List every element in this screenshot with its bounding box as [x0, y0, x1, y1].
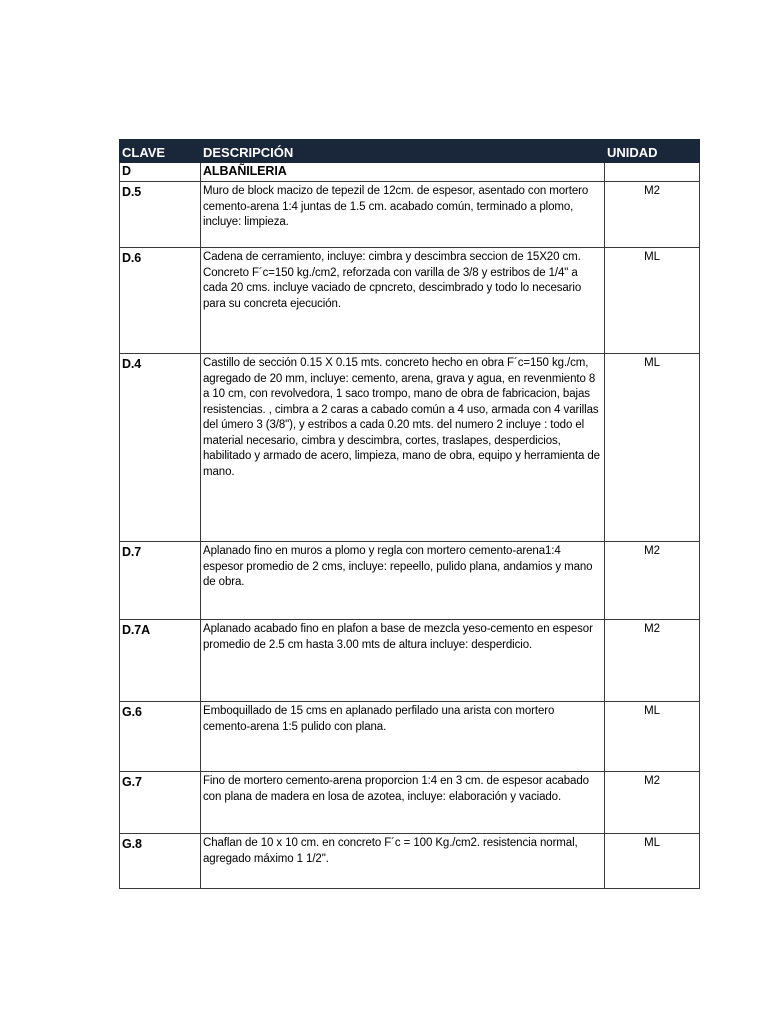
row-unidad: ML	[605, 834, 700, 889]
row-clave: D.5	[120, 182, 201, 248]
row-clave: G.7	[120, 772, 201, 834]
section-clave: D	[120, 163, 201, 182]
row-descripcion: Aplanado acabado fino en plafon a base de mezcla yeso-cemento en espesor promedio de 2.5 cm hasta 3.00 mts de altura incluye: desperdicio.	[201, 620, 605, 702]
row-clave: G.8	[120, 834, 201, 889]
row-descripcion: Aplanado fino en muros a plomo y regla con mortero cemento-arena1:4 espesor promedio de 2 cms, incluye: repeello, pulido plana, andamios y mano de obra.	[201, 542, 605, 620]
row-descripcion: Chaflan de 10 x 10 cm. en concreto F´c = 100 Kg./cm2. resistencia normal, agregado máximo 1 1/2".	[201, 834, 605, 889]
row-descripcion: Muro de block macizo de tepezil de 12cm. de espesor, asentado con mortero cemento-arena 1:4 juntas de 1.5 cm. acabado común, terminado a plomo, incluye: limpieza.	[201, 182, 605, 248]
section-title: ALBAÑILERIA	[201, 163, 605, 182]
row-clave: D.4	[120, 354, 201, 542]
row-unidad: ML	[605, 354, 700, 542]
section-unidad	[605, 163, 700, 182]
price-table	[119, 139, 700, 889]
table-row	[120, 248, 700, 354]
section-row	[120, 163, 700, 182]
table-row	[120, 834, 700, 889]
row-unidad: M2	[605, 542, 700, 620]
row-descripcion: Cadena de cerramiento, incluye: cimbra y descimbra seccion de 15X20 cm. Concreto F´c=150 kg./cm2, reforzada con varilla de 3/8 y estribos de 1/4" a cada 20 cms. incluye vaciado de cpncreto, descimbrado y todo lo necesario para su concreta ejecución.	[201, 248, 605, 354]
row-clave: D.7A	[120, 620, 201, 702]
row-descripcion: Castillo de sección 0.15 X 0.15 mts. concreto hecho en obra F´c=150 kg./cm, agregado de 20 mm, incluye: cemento, arena, grava y agua, en revenmiento 8 a 10 cm, con revolvedora, 1 saco trompo, mano de obra de fabricacion, bajas resistencias. , cimbra a 2 caras a cabado común a 4 uso, armada con 4 varillas del úmero 3 (3/8"), y estribos a cada 0.20 mts. del numero 2 incluye : todo el material necesario, cimbra y descimbra, cortes, traslapes, desperdicios, habilitado y armado de acero, limpieza, mano de obra, equipo y herramienta de mano.	[201, 354, 605, 542]
header-descripcion: DESCRIPCIÓN	[201, 140, 605, 163]
row-unidad: M2	[605, 772, 700, 834]
table-row	[120, 182, 700, 248]
header-row	[120, 140, 700, 163]
table-row	[120, 702, 700, 772]
table-row	[120, 354, 700, 542]
header-clave: CLAVE	[120, 140, 201, 163]
row-unidad: M2	[605, 182, 700, 248]
row-unidad: ML	[605, 702, 700, 772]
row-descripcion: Fino de mortero cemento-arena proporcion 1:4 en 3 cm. de espesor acabado con plana de madera en losa de azotea, incluye: elaboración y vaciado.	[201, 772, 605, 834]
row-unidad: ML	[605, 248, 700, 354]
row-clave: D.7	[120, 542, 201, 620]
row-clave: G.6	[120, 702, 201, 772]
row-clave: D.6	[120, 248, 201, 354]
header-unidad: UNIDAD	[605, 140, 700, 163]
table-row	[120, 542, 700, 620]
row-unidad: M2	[605, 620, 700, 702]
table-row	[120, 620, 700, 702]
table-row	[120, 772, 700, 834]
row-descripcion: Emboquillado de 15 cms en aplanado perfilado una arista con mortero cemento-arena 1:5 pulido con plana.	[201, 702, 605, 772]
